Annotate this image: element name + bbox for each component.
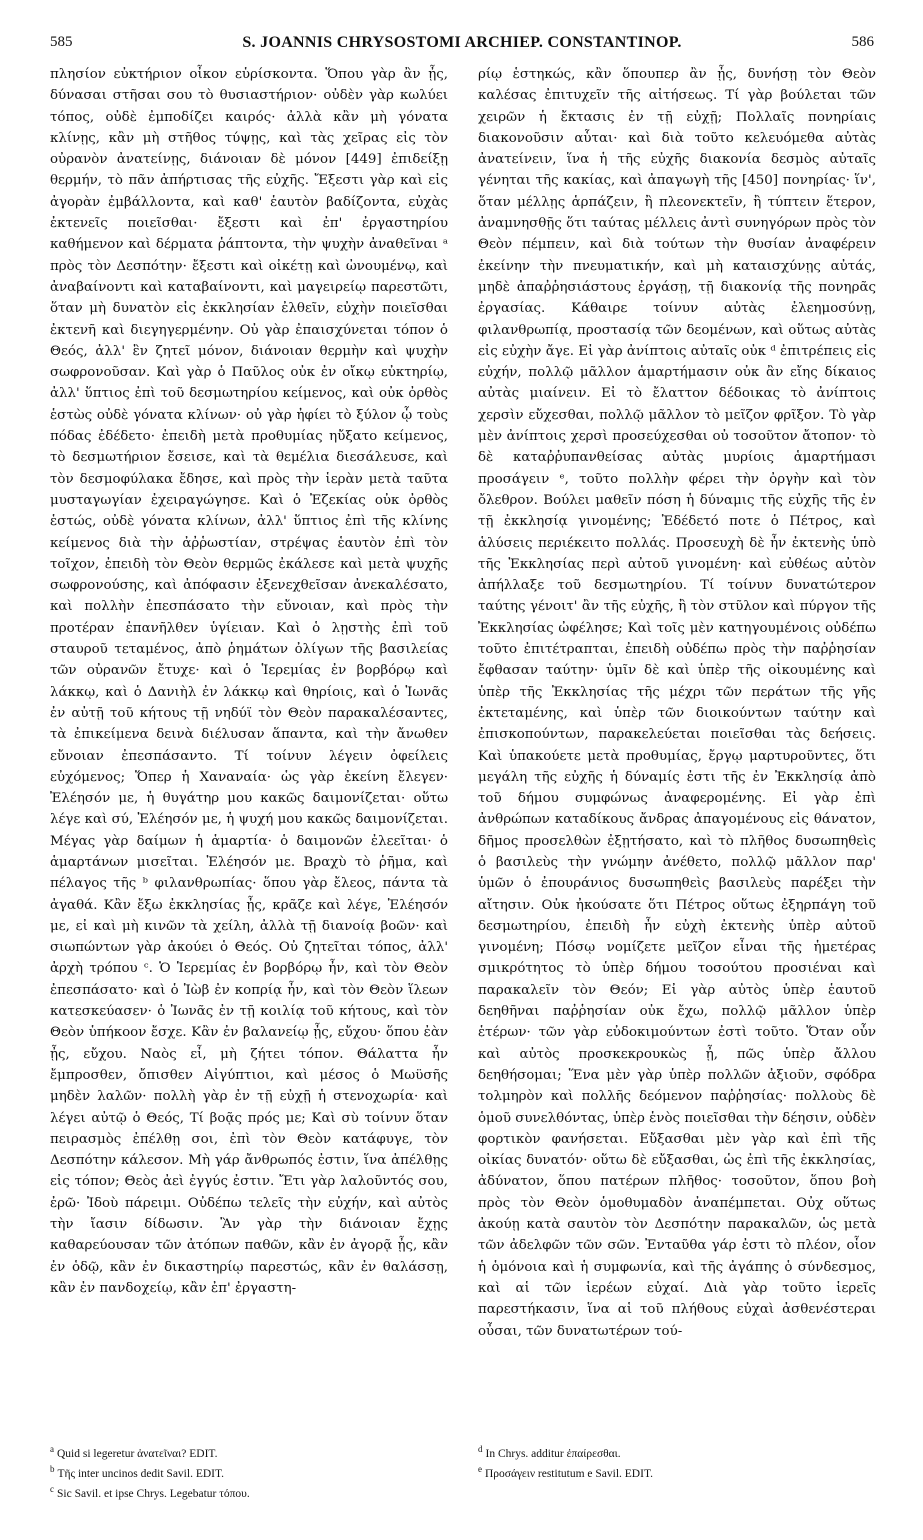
footnote-mark: b: [50, 1463, 55, 1474]
footnote: [478, 1462, 876, 1482]
footnote-text: Sic Savil. et ipse Chrys. Legebatur τόπου.: [57, 1487, 250, 1500]
running-title: S. JOANNIS CHRYSOSTOMI ARCHIEP. CONSTANTINOP.: [242, 34, 682, 51]
text-column-left: [50, 64, 448, 1434]
footnote-mark: a: [50, 1444, 54, 1454]
footnote-text: In Chrys. additur ἐπαίρεσθαι.: [485, 1447, 621, 1460]
column-text: πλησίον εὐκτήριον οἶκον εὑρίσκοντα. Ὅπου γὰρ ἂν ᾖς, δύνασαι στῆσαι σου τὸ θυσιαστήριον· οὐδὲν γὰρ κωλύει τόπος, οὐδὲ ἐμποδίζει καιρός· ἀλλὰ κἂν μὴ γόνατα κλίνῃς, κἂν μὴ στῆθος τύψῃς, καὶ τὰς χεῖρας εἰς τὸν οὐρανὸν ἀνατείνῃς, διάνοιαν δὲ μόνον [449] ἐπιδείξῃ θερμήν, τὸ πᾶν ἀπήρτισας τῆς εὐχῆς. Ἔξεστι γὰρ καὶ εἰς ἀγορὰν ἐμβάλλοντα, καὶ καθ' ἑαυτὸν βαδίζοντα, εὐχὰς ἐκτενεῖς ποιεῖσθαι· ἔξεστι καὶ ἐπ' ἐργαστηρίου καθήμενον καὶ δέρματα ῥάπτοντα, τὴν ψυχὴν ἀναθεῖναι ᵃ πρὸς τὸν Δεσπότην· ἔξεστι καὶ οἰκέτῃ καὶ ὠνουμένῳ, καὶ ἀναβαίνοντι καὶ καταβαίνοντι, καὶ μαγειρείῳ παρεστῶτι, ὅταν μὴ δυνατὸν εἰς ἐκκλησίαν ἐλθεῖν, εὐχὴν ποιεῖσθαι ἐκτενῆ καὶ διεγηγερμένην. Οὐ γὰρ ἐπαισχύνεται τόπον ὁ Θεός, ἀλλ' ἓν ζητεῖ μόνον, διάνοιαν θερμὴν καὶ ψυχὴν σωφρονοῦσαν. Καὶ γὰρ ὁ Παῦλος οὐκ ἐν οἴκῳ εὐκτηρίῳ, ἀλλ' ὕπτιος ἐπὶ τοῦ δεσμωτηρίου κείμενος, καὶ οὐκ ὀρθὸς ἑστὼς οὐδὲ γόνατα κλίνων· οὐ γὰρ ἠφίει τὸ ξύλον ᾧ τοὺς πόδας ἐδέδετο· ἐπειδὴ μετὰ προθυμίας ηὔξατο κείμενος, τὸ δεσμωτήριον ἔσεισε, καὶ τὰ θεμέλια διεσάλευσε, καὶ τὸν δεσμοφύλακα ἔδησε, καὶ πρὸς τὴν ἱερὰν μετὰ ταῦτα μυσταγωγίαν ἐχειραγώγησε. Καὶ ὁ Ἐζεκίας οὐκ ὀρθὸς ἑστώς, οὐδὲ γόνατα κλίνων, ἀλλ' ὕπτιος ἐπὶ τῆς κλίνης κείμενος διὰ τὴν ἀῤῥωστίαν, στρέψας ἑαυτὸν ἐπὶ τὸν τοῖχον, ἐπειδὴ τὸν Θεὸν θερμῶς ἐκάλεσε καὶ μετὰ ψυχῆς σωφρονούσης, καὶ ἀπόφασιν ἐξενεχθεῖσαν ἀνεκαλέσατο, καὶ πολλὴν ἐπεσπάσατο τὴν εὔνοιαν, καὶ πρὸς τὴν προτέραν ἐπανῆλθεν ὑγίειαν. Καὶ ὁ λῃστὴς ἐπὶ τοῦ σταυροῦ τεταμένος, ἀπὸ ῥημάτων ὀλίγων τῆς βασιλείας τῶν οὐρανῶν ἔτυχε· καὶ ὁ Ἱερεμίας ἐν βορβόρῳ καὶ λάκκῳ, καὶ ὁ Δανιὴλ ἐν λάκκῳ καὶ θηρίοις, καὶ ὁ Ἰωνᾶς ἐν αὐτῇ τοῦ κήτους τῇ νηδύϊ τὸν Θεὸν παρακαλέσαντες, τὰ ἐπικείμενα δεινὰ διέλυσαν ἅπαντα, καὶ τὴν ἄνωθεν εὔνοιαν ἐπεσπάσαντο. Τί τοίνυν λέγειν ὀφείλεις εὐχόμενος; Ὅπερ ἡ Χαναναία· ὡς γὰρ ἐκείνη ἔλεγεν· Ἐλέησόν με, ἡ θυγάτηρ μου κακῶς δαιμονίζεται· οὕτω λέγε καὶ σύ, Ἐλέησόν με, ἡ ψυχή μου κακῶς δαιμονίζεται. Μέγας γὰρ δαίμων ἡ ἁμαρτία· ὁ δαιμονῶν ἐλεεῖται· ὁ ἁμαρτάνων μισεῖται. Ἐλέησόν με. Βραχὺ τὸ ῥῆμα, καὶ πέλαγος τῆς ᵇ φιλανθρωπίας· ὅπου γὰρ ἔλεος, πάντα τὰ ἀγαθά. Κἂν ἔξω ἐκκλησίας ᾖς, κρᾶζε καὶ λέγε, Ἐλέησόν με, εἰ καὶ μὴ κινῶν τὰ χείλη, ἀλλὰ τῇ διανοίᾳ βοῶν· καὶ σιωπώντων γὰρ ἀκούει ὁ Θεός. Οὐ ζητεῖται τόπος, ἀλλ' ἀρχὴ τρόπου ᶜ. Ὁ Ἱερεμίας ἐν βορβόρῳ ἦν, καὶ τὸν Θεὸν ἐπεσπάσατο· καὶ ὁ Ἰὼβ ἐν κοπρίᾳ ἦν, καὶ τὸν Θεὸν ἵλεων κατεσκεύασεν· ὁ Ἰωνᾶς ἐν τῇ κοιλίᾳ τοῦ κήτους, καὶ τὸν Θεὸν ὑπήκοον ἔσχε. Κἂν ἐν βαλανείῳ ᾖς, εὔχου· ὅπου ἐὰν ᾖς, εὔχου. Ναὸς εἶ, μὴ ζήτει τόπον. Θάλαττα ἦν ἔμπροσθεν, ὄπισθεν Αἰγύπτιοι, καὶ μέσος ὁ Μωϋσῆς μηδὲν λαλῶν· πολλὴ γὰρ ἐν τῇ εὐχῇ ἡ στενοχωρία· καὶ λέγει αὐτῷ ὁ Θεός, Τί βοᾷς πρός με; Καὶ σὺ τοίνυν ὅταν πειρασμὸς ἐπέλθῃ σοι, ἐπὶ τὸν Θεὸν κατάφυγε, τὸν Δεσπότην κάλεσον. Μὴ γάρ ἄνθρωπός ἐστιν, ἵνα ἀπέλθῃς εἰς τόπον; Θεὸς ἀεὶ ἐγγύς ἐστιν. Ἔτι γὰρ λαλοῦντός σου, ἐρῶ· Ἰδοὺ πάρειμι. Οὐδέπω τελεῖς τὴν εὐχήν, καὶ αὐτὸς τὴν ἴασιν δίδωσιν. Ἂν γὰρ τὴν διάνοιαν ἔχῃς καθαρεύουσαν τῶν ἀτόπων παθῶν, κἂν ἐν ἀγορᾷ ᾖς, κἂν ἐν ὁδῷ, κἂν ἐν δικαστηρίῳ παρεστώς, κἂν ἐν θαλάσσῃ, κἂν ἐν πανδοχείῳ, κἂν ἐπ' ἐργαστη-: [50, 67, 448, 1296]
footnotes-right: [478, 1442, 876, 1482]
footnote-text: Τῆς inter uncinos dedit Savil. EDIT.: [57, 1467, 225, 1480]
footnote-mark: d: [478, 1444, 483, 1454]
page-number-right: 586: [851, 34, 874, 50]
footnote-mark: e: [478, 1463, 482, 1474]
footnote-mark: c: [50, 1483, 54, 1494]
footnotes-left: [50, 1442, 448, 1501]
footnote-text: Προσάγειν restitutum e Savil. EDIT.: [485, 1467, 653, 1480]
footnote: [478, 1442, 876, 1462]
footnote: [50, 1442, 448, 1462]
footnote: [50, 1482, 448, 1502]
page-number-left: 585: [50, 34, 73, 50]
page-header: [50, 34, 874, 54]
footnote: [50, 1462, 448, 1482]
text-column-right: [478, 64, 876, 1434]
footnote-text: Quid si legeretur ἀνατεῖναι? EDIT.: [57, 1447, 218, 1460]
column-text: ρίῳ ἑστηκώς, κἂν ὅπουπερ ἂν ᾖς, δυνήσῃ τὸν Θεὸν καλέσας ἐπιτυχεῖν τῆς αἰτήσεως. Τί γὰρ βούλεται τῶν χειρῶν ἡ ἔκτασις ἐν τῇ εὐχῇ; Πολλαῖς πονηρίαις διακονοῦσιν αὗται· καὶ διὰ τοῦτο κελευόμεθα αὐτὰς ἀνατείνειν, ἵνα ἡ τῆς εὐχῆς διακονία δεσμὸς αὐταῖς γένηται τῆς κακίας, καὶ ἀπαγωγὴ τῆς [450] πονηρίας· ἵν', ὅταν μέλλῃς ἁρπάζειν, ἢ πλεονεκτεῖν, ἢ τύπτειν ἕτερον, ἀναμνησθῇς ὅτι ταύτας μέλλεις ἀντὶ συνηγόρων πρὸς τὸν Θεὸν πέμπειν, καὶ διὰ τούτων τὴν θυσίαν ἀναφέρειν ἐκείνην τὴν πνευματικήν, καὶ μὴ καταισχύνῃς αὐτάς, μηδὲ ἀπαῤῥησιάστους ἐργάσῃ, τῇ διακονίᾳ τῆς πονηρᾶς ἐργασίας. Κάθαιρε τοίνυν αὐτὰς ἐλεημοσύνῃ, φιλανθρωπίᾳ, προστασίᾳ τῶν δεομένων, καὶ οὕτως αὐτὰς εἰς εὐχὴν ἄγε. Εἰ γὰρ ἀνίπτοις αὐταῖς οὐκ ᵈ ἐπιτρέπεις εἰς εὐχήν, πολλῷ μᾶλλον ἁμαρτήμασιν οὐκ ἂν εἴης δίκαιος αὐτὰς μιαίνειν. Εἰ τὸ ἔλαττον δέδοικας τὸ ἀνίπτοις χερσὶν εὔχεσθαι, πολλῷ μᾶλλον τὸ μεῖζον φρῖξον. Τὸ γὰρ μὲν ἀνίπτοις χερσὶ προσεύχεσθαι οὐ τοσοῦτον ἄτοπον· τὸ δὲ καταῤῥυπανθείσας αὐτὰς μυρίοις ἁμαρτήμασι προσάγειν ᵉ, τοῦτο πολλὴν φέρει τὴν ὀργὴν καὶ τὸν ὄλεθρον. Βούλει μαθεῖν πόση ἡ δύναμις τῆς εὐχῆς τῆς ἐν τῇ ἐκκλησίᾳ γινομένης; Ἐδέδετό ποτε ὁ Πέτρος, καὶ ἁλύσεις περιέκειτο πολλάς. Προσευχὴ δὲ ἦν ἐκτενὴς ὑπὸ τῆς Ἐκκλησίας περὶ αὐτοῦ γινομένη· καὶ εὐθέως αὐτὸν ἀπήλλαξε τοῦ δεσμωτηρίου. Τί τοίνυν δυνατώτερον ταύτης γένοιτ' ἂν τῆς εὐχῆς, ἢ τὸν στῦλον καὶ πύργον τῆς Ἐκκλησίας ὠφέλησε; Καὶ τοῖς μὲν κατηγουμένοις οὐδέπω τοῦτο ἐπιτέτραπται, ἐπειδὴ οὐδέπω πρὸς τὴν παῤῥησίαν ἔφθασαν ταύτην· ὑμῖν δὲ καὶ ὑπὲρ τῆς οἰκουμένης καὶ ὑπὲρ τῆς Ἐκκλησίας τῆς μέχρι τῶν περάτων τῆς γῆς ἐκτεταμένης, καὶ ὑπὲρ τῶν διοικούντων ταύτην καὶ ἐπισκοπούντων, παρακελεύεται ποιεῖσθαι τὰς δεήσεις. Καὶ ὑπακούετε μετὰ προθυμίας, ἔργῳ μαρτυροῦντες, ὅτι μεγάλη τῆς εὐχῆς ἡ δύναμίς ἐστι τῆς ἐν Ἐκκλησίᾳ ἀπὸ τοῦ δήμου συμφώνως ἀναφερομένης. Εἰ γὰρ ἐπὶ ἀνθρώπων καταδίκους ἄνδρας ἀπαγομένους εἰς θάνατον, δῆμος προσελθὼν ἐξῃτήσατο, καὶ τὸ πλῆθος δυσωπηθεὶς ὁ βασιλεὺς τὴν γνώμην ἀνέθετο, πολλῷ μᾶλλον παρ' ὑμῶν ὁ ἐπουράνιος δυσωπηθεὶς βασιλεὺς παρέξει τὴν αἴτησιν. Οὐκ ἠκούσατε ὅτι Πέτρος οὕτως ἐξηρπάγη τοῦ δεσμωτηρίου, ἐπειδὴ ἦν εὐχὴ ἐκτενὴς ὑπὲρ αὐτοῦ γινομένη; Πόσῳ νομίζετε μεῖζον εἶναι τῆς ἡμετέρας σμικρότητος τὸ ὑπὲρ δήμου τοσούτου προσιέναι καὶ παρακαλεῖν τὸν Θεόν; Εἰ γὰρ αὐτὸς ὑπὲρ ἑαυτοῦ δεηθῆναι παῤῥησίαν οὐκ ἔχω, πολλῷ μᾶλλον ὑπὲρ ἑτέρων· τῶν γὰρ εὐδοκιμούντων ἐστὶ τοῦτο. Ὅταν οὖν καὶ αὐτὸς προσκεκρουκὼς ᾖ, πῶς ὑπὲρ ἄλλου δεηθήσομαι; Ἕνα μὲν γὰρ ὑπὲρ πολλῶν ἀξιοῦν, σφόδρα τολμηρὸν καὶ πολλῆς δεόμενον παῤῥησίας· πολλοὺς δὲ ὁμοῦ συνελθόντας, ὑπὲρ ἑνὸς ποιεῖσθαι τὴν δέησιν, οὐδὲν φορτικὸν φανήσεται. Εὔξασθαι μὲν γὰρ καὶ ἐπὶ τῆς οἰκίας δυνατόν· οὕτω δὲ εὔξασθαι, ὡς ἐπὶ τῆς ἐκκλησίας, ἀδύνατον, ὅπου πατέρων πλῆθος· τοσοῦτον, ὅπου βοὴ πρὸς τὸν Θεὸν ὁμοθυμαδὸν ἀναπέμπεται. Οὐχ οὕτως ἀκούῃ κατὰ σαυτὸν τὸν Δεσπότην παρακαλῶν, ὡς μετὰ τῶν ἀδελφῶν τῶν σῶν. Ἐνταῦθα γάρ ἐστι τὸ πλέον, οἷον ἡ ὁμόνοια καὶ ἡ συμφωνία, καὶ τῆς ἀγάπης ὁ σύνδεσμος, καὶ αἱ τῶν ἱερέων εὐχαί. Διὰ γὰρ τοῦτο ἱερεῖς παρεστήκασιν, ἵνα αἱ τοῦ πλήθους εὐχαὶ ἀσθενέστεραι οὖσαι, τῶν δυνατωτέρων τού-: [478, 67, 876, 1339]
